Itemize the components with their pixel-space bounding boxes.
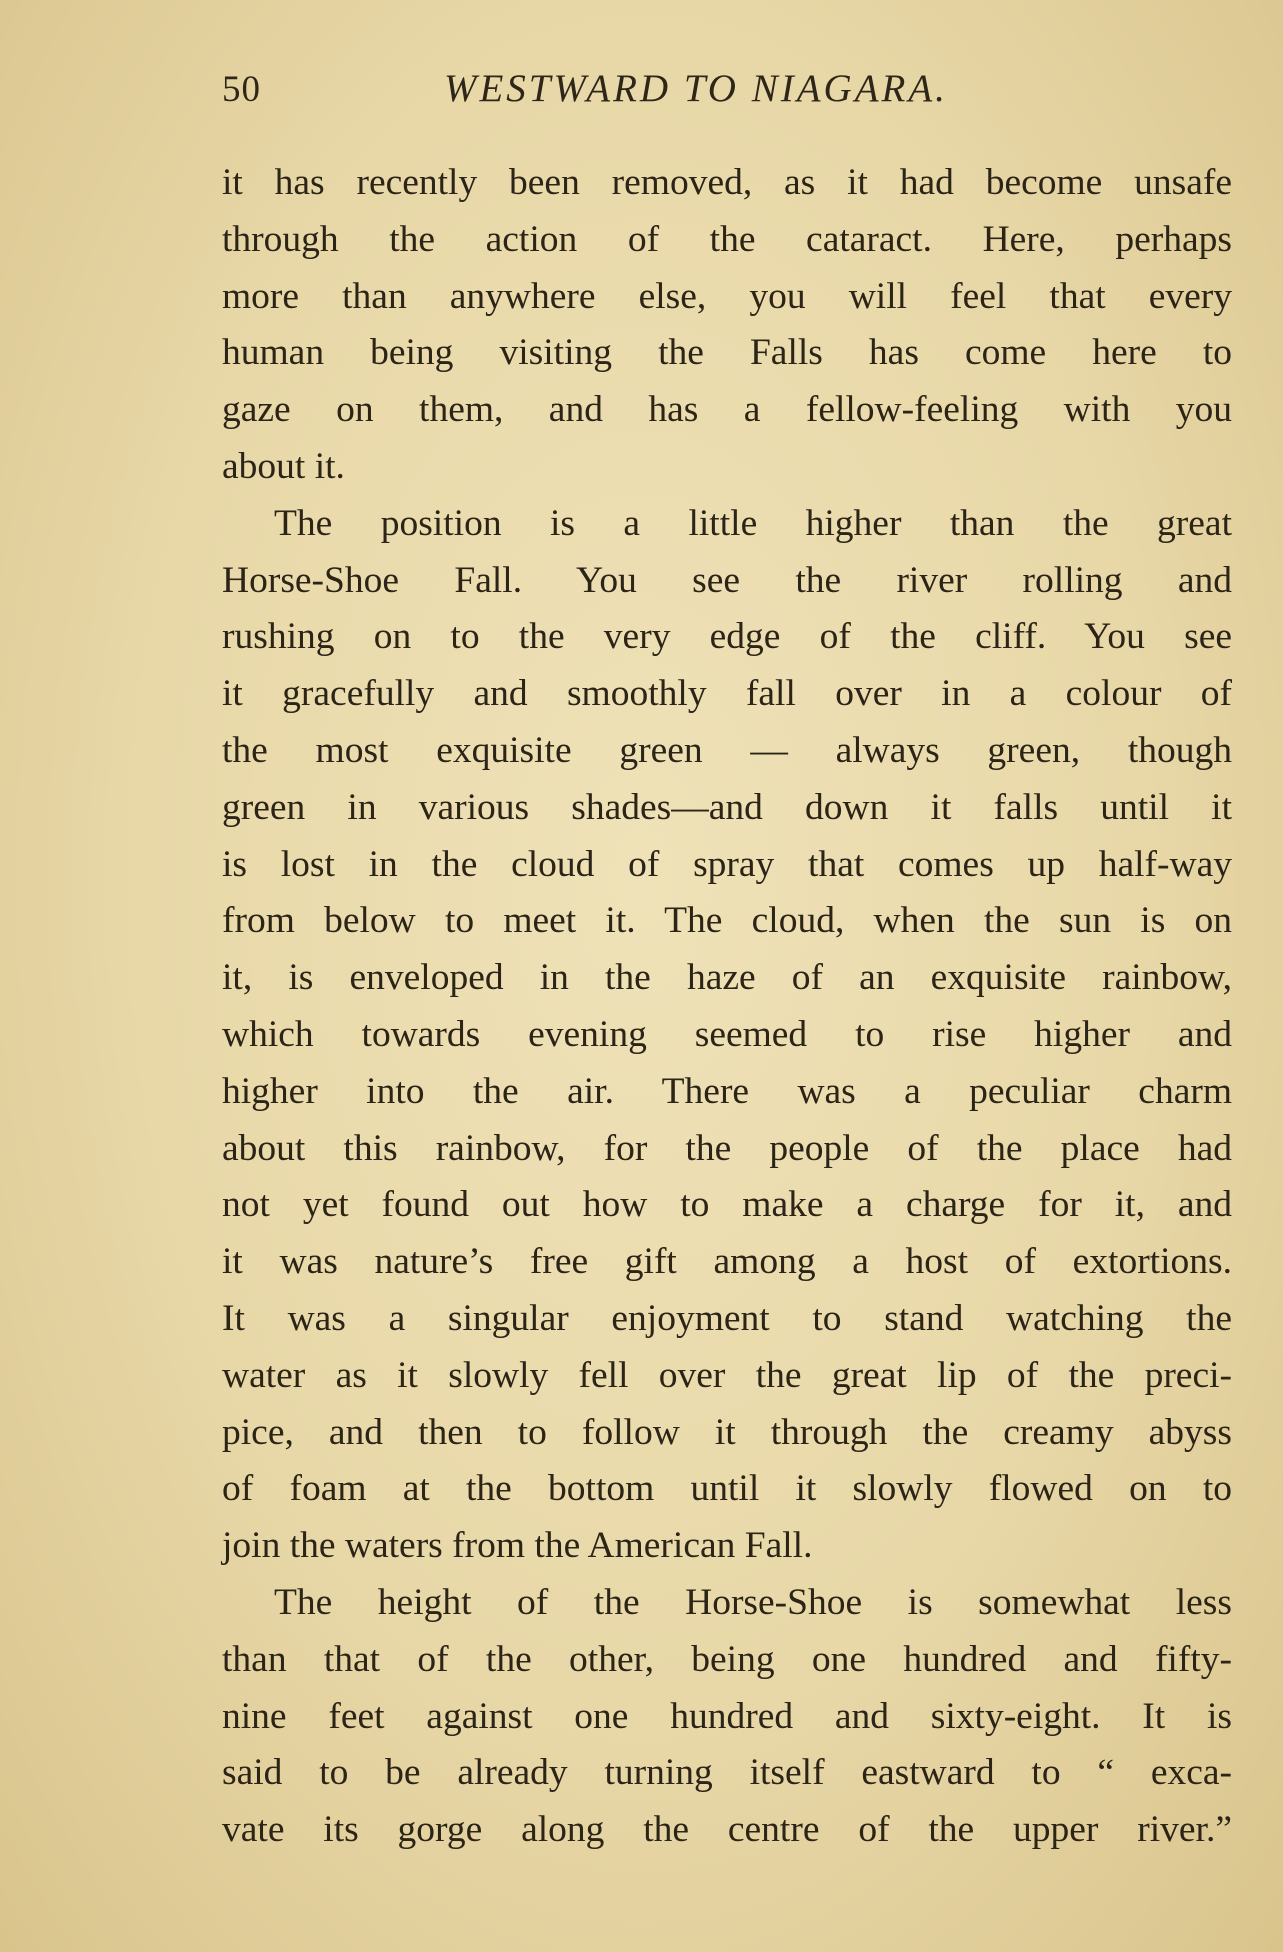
text-line: Horse-Shoe Fall. You see the river rolling and [222,559,1232,601]
text-line: through the action of the cataract. Here, perhaps [222,218,1232,260]
text-line: the most exquisite green — always green, though [222,729,1232,771]
text-line: higher into the air. There was a peculiar charm [222,1070,1232,1112]
text-line: than that of the other, being one hundred and fifty- [222,1638,1232,1680]
paragraph [222,496,1232,1575]
text-line: it has recently been removed, as it had become unsafe [222,162,1232,203]
text-line: human being visiting the Falls has come here to [222,332,1232,374]
paragraph [222,155,1232,496]
text-line: more than anywhere else, you will feel that every [222,275,1232,317]
text-line: which towards evening seemed to rise higher and [222,1013,1232,1055]
text-line: The height of the Horse-Shoe is somewhat less [274,1581,1232,1623]
page-header [222,60,1222,120]
text-line: The position is a little higher than the great [274,502,1232,544]
text-line: rushing on to the very edge of the cliff. You see [222,616,1232,658]
text-line: from below to meet it. The cloud, when the sun is on [222,900,1232,942]
text-line: water as it slowly fell over the great lip of the preci- [222,1354,1232,1396]
text-line: green in various shades—and down it falls until it [222,786,1232,828]
text-line: It was a singular enjoyment to stand watching the [222,1297,1232,1339]
text-line: gaze on them, and has a fellow-feeling with you [222,389,1232,431]
text-line: not yet found out how to make a charge for it, and [222,1184,1232,1226]
text-line: said to be already turning itself eastward to “ exca- [222,1752,1232,1794]
running-head: WESTWARD TO NIAGARA. [444,67,948,110]
page-number: 50 [222,69,261,110]
text-line: join the waters from the American Fall. [222,1525,813,1567]
text-line: about this rainbow, for the people of the place had [222,1127,1232,1169]
text-line: nine feet against one hundred and sixty-eight. It is [222,1695,1232,1737]
text-line: it gracefully and smoothly fall over in a colour of [222,673,1232,715]
text-line: pice, and then to follow it through the creamy abyss [222,1411,1232,1453]
text-line: of foam at the bottom until it slowly flowed on to [222,1468,1232,1510]
text-line: is lost in the cloud of spray that comes up half-way [222,843,1232,885]
text-line: it was nature’s free gift among a host of extortions. [222,1241,1232,1283]
text-line: vate its gorge along the centre of the upper river.” [222,1809,1232,1851]
text-line: about it. [222,445,345,487]
body-text [222,155,1232,1859]
paragraph [222,1575,1232,1859]
text-line: it, is enveloped in the haze of an exquisite rainbow, [222,957,1232,999]
